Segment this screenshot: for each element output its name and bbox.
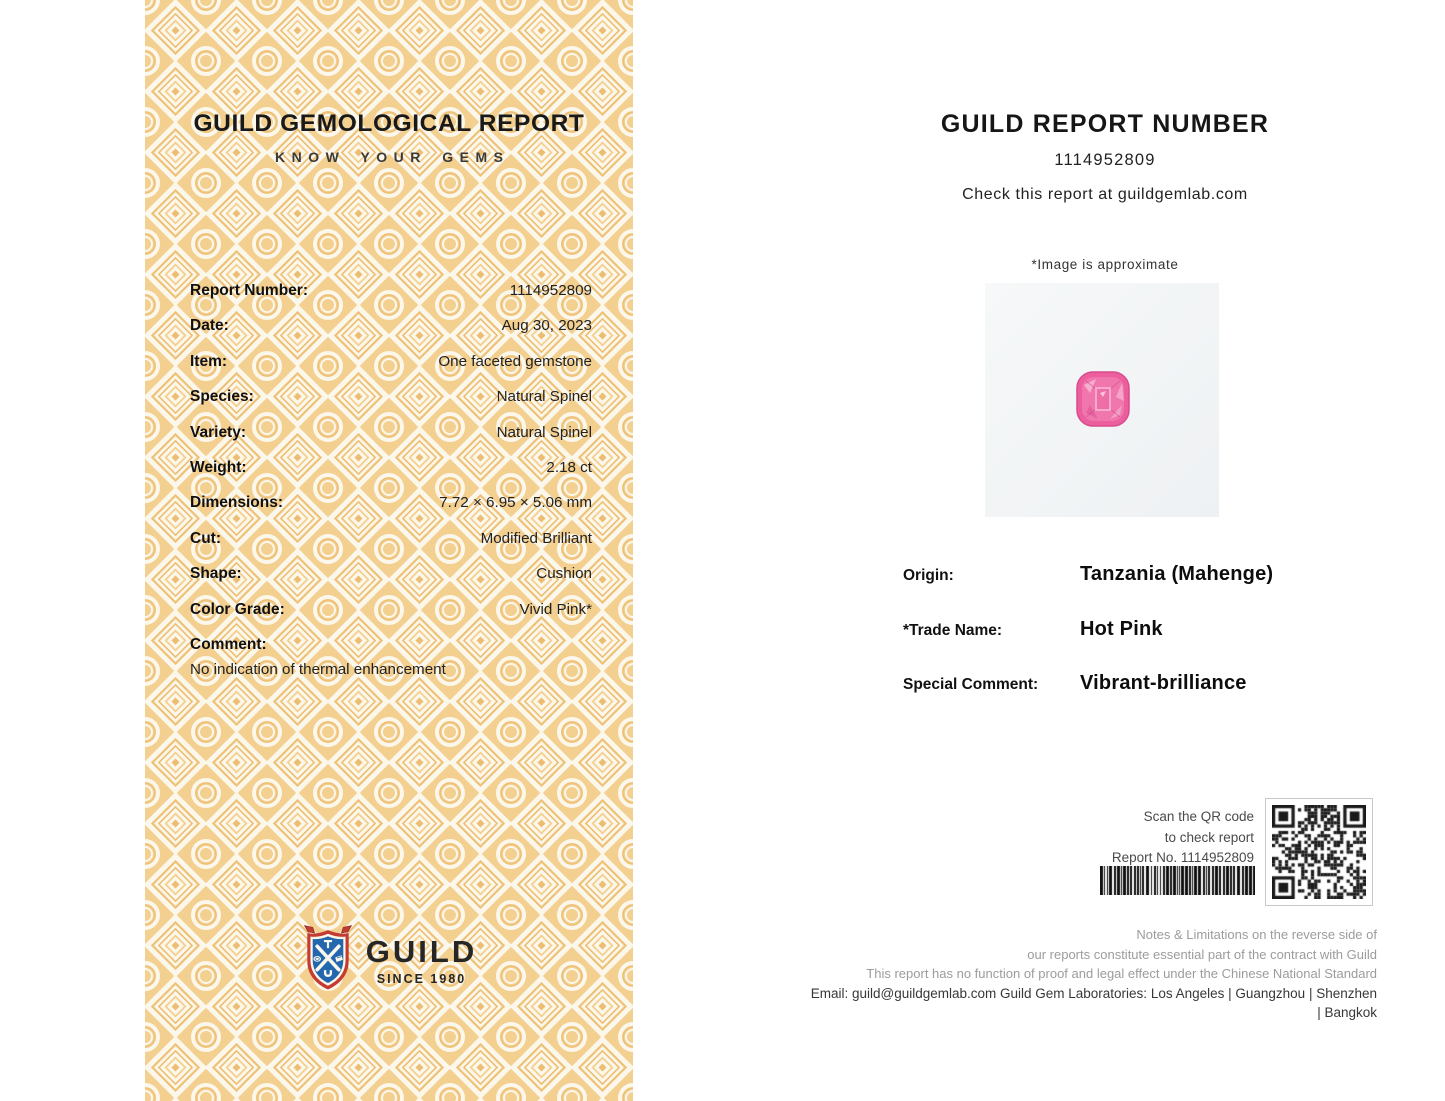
report-fields	[190, 282, 592, 678]
field-label: Date:	[190, 317, 229, 335]
field-cut	[190, 530, 592, 565]
detail-trade-name	[903, 618, 1392, 641]
certificate-title: GUILD GEMOLOGICAL REPORT	[193, 110, 585, 137]
barcode-icon	[1100, 866, 1255, 895]
guild-logo-tagline: SINCE 1980	[376, 972, 467, 986]
field-item	[190, 353, 592, 388]
pink-gemstone-icon	[1076, 371, 1130, 427]
field-shape	[190, 565, 592, 600]
qr-line-2: to check report	[1164, 829, 1254, 845]
footer-note-line: This report has no function of proof and legal effect under the Chinese National Standard	[866, 966, 1377, 981]
detail-origin	[903, 563, 1392, 586]
field-value: One faceted gemstone	[438, 352, 592, 370]
field-label: Variety:	[190, 423, 247, 441]
field-report-number	[190, 282, 592, 317]
field-label: Color Grade:	[190, 600, 285, 618]
field-value: Modified Brilliant	[480, 529, 592, 547]
qr-instructions	[1112, 807, 1254, 869]
detail-value: Hot Pink	[1080, 618, 1163, 640]
field-color-grade	[190, 601, 592, 636]
field-label: Item:	[190, 352, 228, 370]
detail-special-comment	[903, 672, 1392, 695]
field-dimensions	[190, 494, 592, 529]
field-variety	[190, 424, 592, 459]
field-label: Shape:	[190, 565, 242, 583]
field-date	[190, 317, 592, 352]
comment-value: No indication of thermal enhancement	[190, 660, 446, 678]
footer-notes	[810, 925, 1377, 1023]
field-label: Weight:	[190, 458, 247, 476]
footer-contact-line: Email: guild@guildgemlab.com Guild Gem Laboratories: Los Angeles | Guangzhou | Shenzhen | Bangkok	[810, 985, 1377, 1020]
field-weight	[190, 459, 592, 494]
footer-note-line: our reports constitute essential part of the contract with Guild	[1027, 946, 1377, 962]
field-label: Cut:	[190, 529, 221, 547]
guild-logo	[145, 924, 633, 992]
field-value: Vivid Pink*	[519, 600, 592, 618]
qr-code-icon	[1272, 805, 1366, 899]
detail-label: *Trade Name:	[903, 622, 1003, 639]
report-info-panel	[810, 0, 1400, 1101]
detail-value: Tanzania (Mahenge)	[1080, 563, 1274, 585]
detail-label: Origin:	[903, 567, 954, 584]
field-label: Dimensions:	[190, 494, 284, 512]
footer-note-line: Notes & Limitations on the reverse side of	[1136, 927, 1377, 942]
field-value: 7.72 × 6.95 × 5.06 mm	[439, 494, 592, 512]
guild-shield-crest-icon	[301, 924, 355, 992]
field-value: Natural Spinel	[496, 423, 592, 441]
image-approximate-note: *Image is approximate	[1031, 257, 1179, 272]
field-value: Cushion	[536, 565, 592, 583]
guild-logo-name: GUILD	[365, 934, 478, 969]
field-species	[190, 388, 592, 423]
comment-label: Comment:	[190, 635, 267, 653]
certificate-panel	[145, 0, 633, 1101]
certificate-subtitle: KNOW YOUR GEMS	[274, 149, 510, 165]
detail-label: Special Comment:	[903, 676, 1039, 693]
check-report-text: Check this report at guildgemlab.com	[962, 186, 1248, 203]
qr-code-box	[1265, 798, 1373, 906]
field-value: Natural Spinel	[496, 388, 592, 406]
field-label: Report Number:	[190, 282, 308, 299]
gem-photo	[985, 283, 1219, 517]
field-label: Species:	[190, 388, 254, 406]
report-number-title: GUILD REPORT NUMBER	[940, 110, 1270, 138]
qr-line-3: Report No. 1114952809	[1111, 850, 1254, 865]
certificate-content	[145, 0, 633, 1101]
detail-value: Vibrant-brilliance	[1080, 672, 1247, 694]
field-value: Aug 30, 2023	[501, 317, 592, 335]
report-number-value: 1114952809	[1054, 151, 1156, 169]
qr-line-1: Scan the QR code	[1143, 809, 1254, 824]
field-value: 1114952809	[509, 282, 592, 299]
field-value: 2.18 ct	[546, 458, 592, 476]
guild-logo-text	[366, 924, 477, 986]
